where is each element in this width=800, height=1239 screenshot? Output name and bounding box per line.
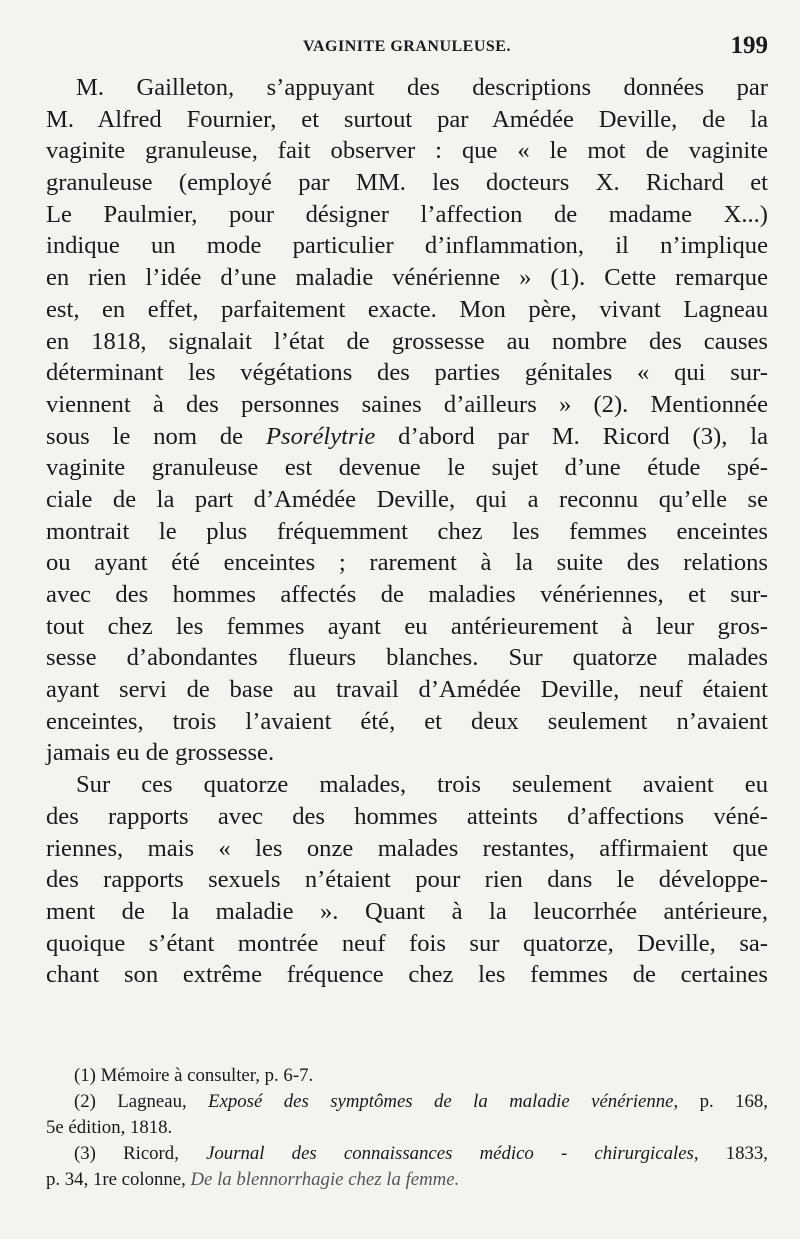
footnote-3-continuation bbox=[46, 1167, 768, 1193]
text-run: (2) Lagneau, bbox=[74, 1091, 209, 1112]
text-run: d’abord par M. Ricord (3), la bbox=[375, 422, 769, 450]
paragraph-1 bbox=[46, 72, 768, 769]
text-run: sous le nom de bbox=[46, 422, 266, 450]
text-line: avec des hommes affectés de maladies vénériennes, et sur- bbox=[46, 581, 768, 608]
footnotes bbox=[46, 1063, 768, 1193]
text-line: déterminant les végétations des parties génitales « qui sur- bbox=[46, 359, 768, 387]
footnote-1: (1) Mémoire à consulter, p. 6-7. bbox=[74, 1065, 314, 1086]
text-line: Le Paulmier, pour désigner l’affection de madame X...) bbox=[46, 200, 768, 228]
text-line: viennent à des personnes saines d’ailleurs » (2). Mentionnée bbox=[46, 390, 768, 418]
text-line: en 1818, signalait l’état de grossesse au nombre des causes bbox=[46, 327, 768, 355]
text-line bbox=[46, 421, 768, 453]
text-line: en rien l’idée d’une maladie vénérienne » (1). Cette remarque bbox=[46, 264, 768, 292]
text-line: vaginite granuleuse est devenue le sujet d’une étude spé- bbox=[46, 454, 768, 482]
text-run: , p. 168, bbox=[673, 1091, 768, 1112]
text-line: ciale de la part d’Amédée Deville, qui a reconnu qu’elle se bbox=[46, 485, 768, 513]
text-line: riennes, mais « les onze malades restantes, affirmaient que bbox=[46, 834, 768, 862]
italic-term: Psorélytrie bbox=[265, 422, 376, 450]
italic-title: De la blennorrhagie chez la femme. bbox=[190, 1169, 460, 1190]
page-number: 199 bbox=[730, 32, 768, 59]
text-run: , 1833, bbox=[693, 1143, 768, 1164]
text-line: granuleuse (employé par MM. les docteurs X. Richard et bbox=[46, 169, 768, 197]
text-line: ayant servi de base au travail d’Amédée Deville, neuf étaient bbox=[46, 676, 768, 704]
text-line: sesse d’abondantes flueurs blanches. Sur quatorze malades bbox=[46, 644, 768, 672]
text-line: Sur ces quatorze malades, trois seulement avaient eu bbox=[76, 771, 768, 799]
text-line: enceintes, trois l’avaient été, et deux seulement n’avaient bbox=[46, 707, 768, 735]
text-line: jamais eu de grossesse. bbox=[46, 739, 275, 767]
running-head bbox=[46, 28, 768, 68]
text-line: vaginite granuleuse, fait observer : que « le mot de vaginite bbox=[46, 137, 768, 165]
text-line: M. Gailleton, s’appuyant des descriptions données par bbox=[76, 74, 768, 101]
text-line: montrait le plus fréquemment chez les femmes enceintes bbox=[46, 517, 768, 545]
text-line: ou ayant été enceintes ; rarement à la suite des relations bbox=[46, 549, 768, 577]
footnote-3 bbox=[46, 1141, 768, 1167]
text-line: M. Alfred Fournier, et surtout par Amédée Deville, de la bbox=[46, 105, 768, 133]
footnote-2-continuation: 5e édition, 1818. bbox=[46, 1117, 173, 1138]
running-title: VAGINITE GRANULEUSE. bbox=[303, 38, 511, 55]
text-line: tout chez les femmes ayant eu antérieurement à leur gros- bbox=[46, 612, 768, 640]
italic-title: Exposé des symptômes de la maladie vénérienne bbox=[208, 1091, 674, 1112]
text-run: (3) Ricord, bbox=[74, 1143, 207, 1164]
paragraph-2 bbox=[46, 769, 768, 991]
text-line: ment de la maladie ». Quant à la leucorrhée antérieure, bbox=[46, 897, 768, 925]
text-line: quoique s’étant montrée neuf fois sur quatorze, Deville, sa- bbox=[46, 929, 768, 957]
text-line: des rapports sexuels n’étaient pour rien dans le développe- bbox=[46, 866, 768, 894]
text-line: chant son extrême fréquence chez les femmes de certaines bbox=[46, 961, 768, 989]
text-line: des rapports avec des hommes atteints d’affections véné- bbox=[46, 802, 768, 830]
italic-title: Journal des connaissances médico - chirurgicales bbox=[206, 1143, 694, 1164]
text-run: p. 34, 1re colonne, bbox=[46, 1169, 191, 1190]
body-text bbox=[46, 72, 768, 991]
text-line: est, en effet, parfaitement exacte. Mon père, vivant Lagneau bbox=[46, 295, 768, 323]
text-line: indique un mode particulier d’inflammation, il n’implique bbox=[46, 232, 768, 260]
footnote-2 bbox=[46, 1089, 768, 1115]
